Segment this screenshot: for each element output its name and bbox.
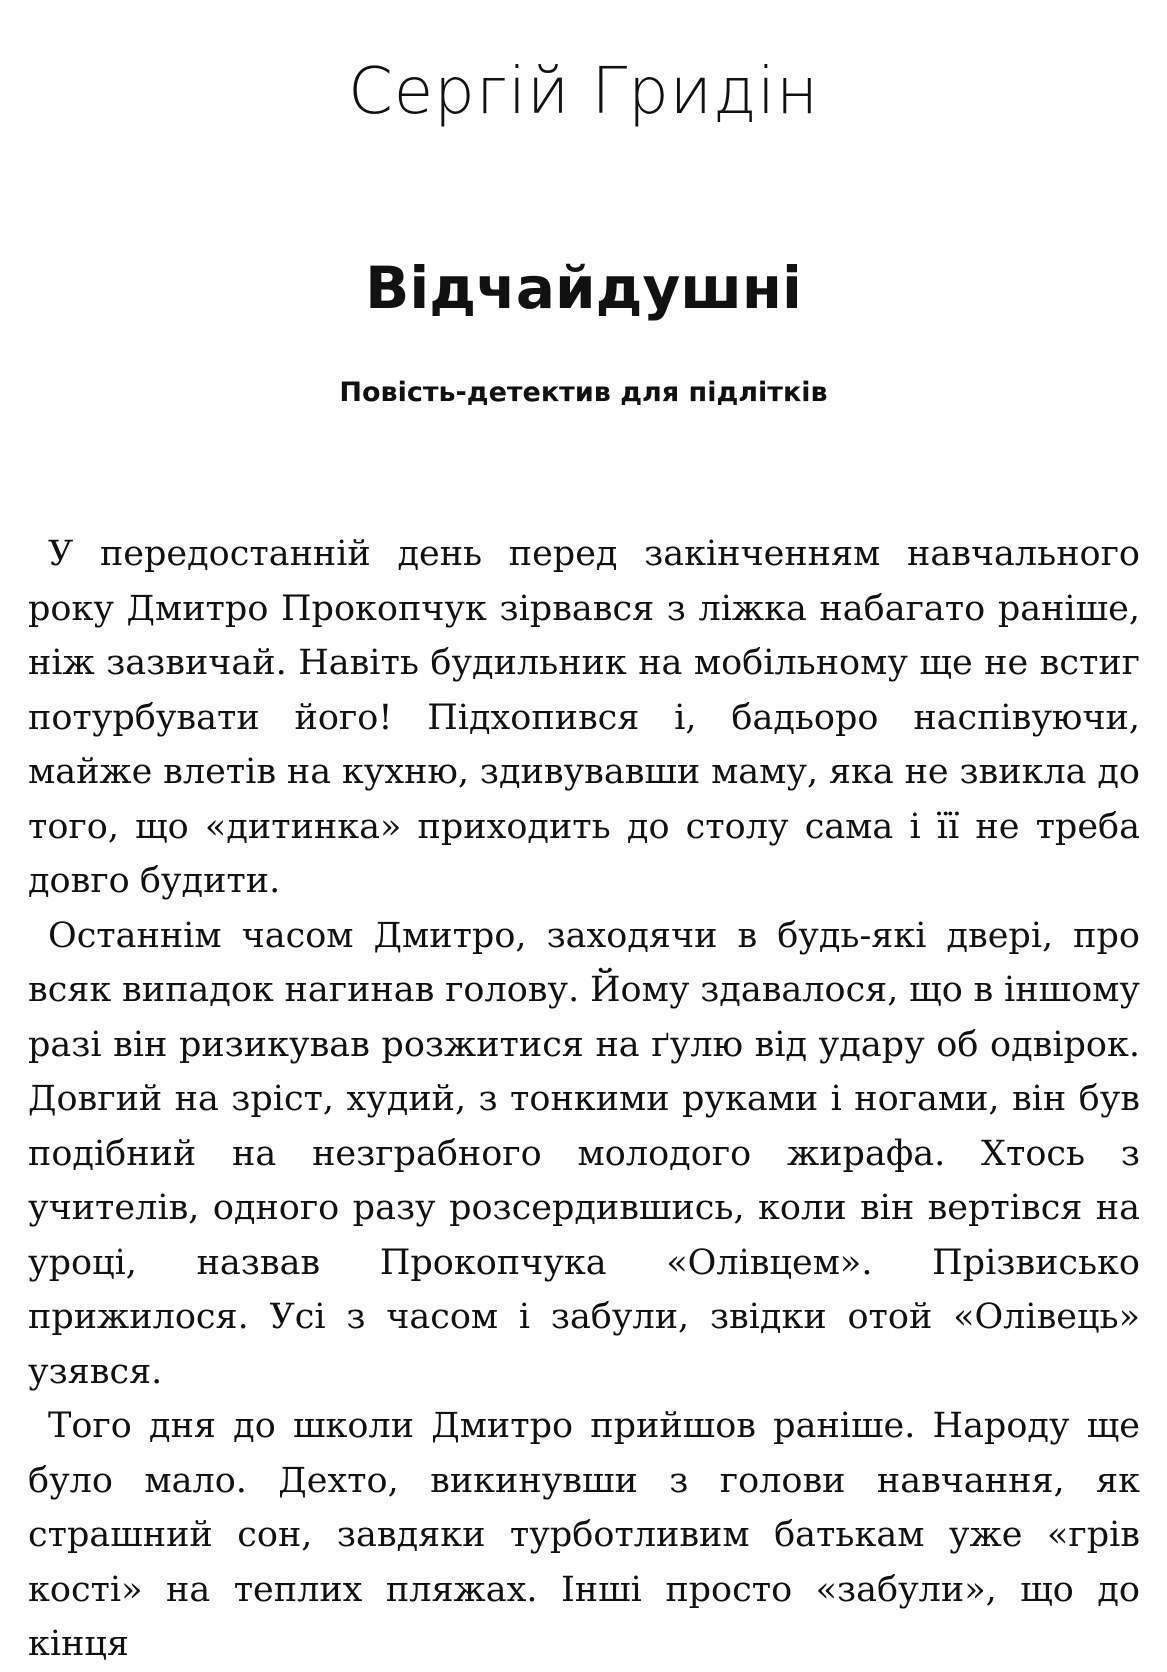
paragraph: У передостанній день перед закінченням навчального року Дмитро Прокопчук зірвався з ліжка набагато раніше, ніж зазвичай. Навіть будильник на мобільному ще не встиг потурбувати його! Підхопився і, бадьоро наспівуючи, майже влетів на кухню, здивувавши маму, яка не звикла до того, що «дитинка» приходить до столу сама і її не треба довго будити. xyxy=(28,534,1140,901)
book-title: Відчайдушні xyxy=(365,254,802,322)
paragraph: Останнім часом Дмитро, заходячи в будь-які двері, про всяк випадок нагинав голову. Йому здавалося, що в іншому разі він ризикував розжитися на ґулю від удару об одвірок. Довгий на зріст, худий, з тонкими руками і ногами, він був подібний на незграбного молодого жирафа. Хтось з учителів, одного разу розсердившись, коли він вертівся на уроці, назвав Прокопчука «Олівцем». Прізвисько прижилося. Усі з часом і забули, звідки отой «Олівець» узявся. xyxy=(28,915,1140,1392)
author-name: Сергій Гридін xyxy=(348,55,819,129)
paragraph: Того дня до школи Дмитро прийшов раніше. Народу ще було мало. Дехто, викинувши з голови навчання, як страшний сон, завдяки турботливим батькам уже «грів кості» на теплих пляжах. Інші просто «забули», що до кінця xyxy=(28,1406,1140,1664)
body-text xyxy=(28,527,1140,1672)
book-subtitle: Повість-детектив для підлітків xyxy=(339,377,828,408)
